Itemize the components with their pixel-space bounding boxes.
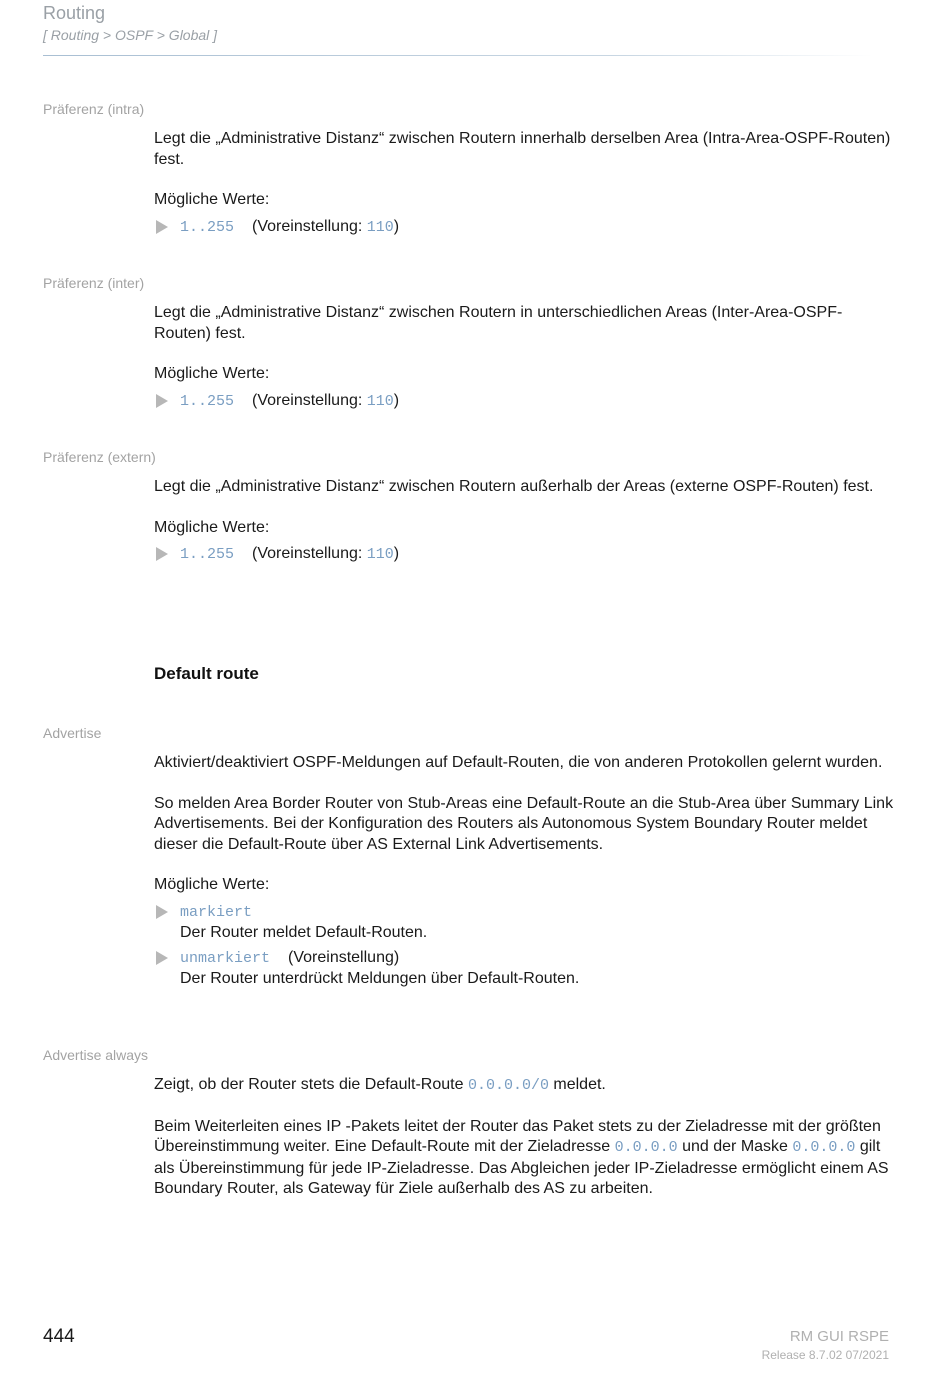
values-heading: Mögliche Werte: xyxy=(154,365,270,382)
values-heading: Mögliche Werte: xyxy=(154,191,270,208)
bullet-triangle-icon xyxy=(156,394,168,408)
param-block-advertise-always xyxy=(154,1075,894,1220)
values-heading: Mögliche Werte: xyxy=(154,876,270,893)
param-description-detail xyxy=(154,1117,894,1200)
text-run: und der Maske xyxy=(677,1138,793,1155)
option-description: Der Router meldet Default-Routen. xyxy=(180,924,428,941)
default-prefix: (Voreinstellung: xyxy=(252,217,367,235)
value-option xyxy=(154,544,894,566)
param-description: Legt die „Administrative Distanz“ zwischen Routern außerhalb der Areas (externe OSPF-Routen) fest. xyxy=(154,478,874,495)
value-range: 1..255 xyxy=(180,392,235,410)
value-range: 1..255 xyxy=(180,546,235,563)
param-description: Aktiviert/deaktiviert OSPF-Meldungen auf Default-Routen, die von anderen Protokollen gelernt wurden. xyxy=(154,754,883,771)
footer-release: Release 8.7.02 07/2021 xyxy=(761,1348,889,1362)
value-option-markiert xyxy=(154,902,894,944)
footer-product: RM GUI RSPE xyxy=(789,1328,889,1345)
default-suffix: ) xyxy=(393,391,400,409)
text-run: Beim Weiterleiten eines IP -Pakets leitet der Router das Paket stets zu der Zieladresse mit der größten Übereinstimmung weiter. Eine Default-Route mit der Zieladresse xyxy=(154,1117,881,1155)
default-prefix: (Voreinstellung: xyxy=(252,391,367,409)
param-block-advertise xyxy=(154,753,894,994)
param-description-detail: So melden Area Border Router von Stub-Areas eine Default-Route an die Stub-Area über Summary Link Advertisements. Bei der Konfiguration des Routers als Autonomous System Boundary Router meldet dieser die Default-Route über AS External Link Advertisements. xyxy=(154,794,894,853)
text-run: gilt als Übereinstimmung für jede IP-Zieladresse. Das Abgleichen jeder IP-Zieladresse ermöglicht einem AS Boundary Router, als Gateway für Ziele außerhalb des AS zu arbeiten. xyxy=(154,1138,889,1197)
param-description xyxy=(154,1075,894,1097)
bullet-triangle-icon xyxy=(156,220,168,234)
header-divider xyxy=(43,55,873,56)
default-prefix: (Voreinstellung: xyxy=(252,545,367,562)
param-description: Legt die „Administrative Distanz“ zwischen Routern in unterschiedlichen Areas (Inter-Area-OSPF-Routen) fest. xyxy=(154,304,843,342)
param-label-pref-extern: Präferenz (extern) xyxy=(43,449,156,465)
param-block-pref-extern xyxy=(154,477,894,570)
value-option xyxy=(154,217,894,239)
breadcrumb: [ Routing > OSPF > Global ] xyxy=(43,27,218,43)
default-value: 110 xyxy=(366,392,394,410)
bullet-triangle-icon xyxy=(156,951,168,965)
bullet-triangle-icon xyxy=(156,905,168,919)
param-block-pref-intra xyxy=(154,129,894,242)
option-note: (Voreinstellung) xyxy=(288,948,400,966)
param-label-advertise-always: Advertise always xyxy=(43,1047,149,1063)
option-description: Der Router unterdrückt Meldungen über Default-Routen. xyxy=(180,970,580,987)
code-mask: 0.0.0.0 xyxy=(792,1139,856,1156)
option-value: unmarkiert xyxy=(180,949,271,967)
page-title: Routing xyxy=(43,3,106,23)
value-range: 1..255 xyxy=(180,218,235,236)
page-number: 444 xyxy=(43,1326,75,1347)
option-value: markiert xyxy=(180,903,253,921)
param-label-pref-intra: Präferenz (intra) xyxy=(43,101,145,117)
param-description: Legt die „Administrative Distanz“ zwischen Routern innerhalb derselben Area (Intra-Area-OSPF-Routen) fest. xyxy=(154,130,891,168)
section-heading-default-route: Default route xyxy=(154,664,259,683)
param-label-pref-inter: Präferenz (inter) xyxy=(43,275,145,291)
code-default-route: 0.0.0.0/0 xyxy=(467,1077,549,1094)
default-value: 110 xyxy=(366,546,394,563)
text-run: Zeigt, ob der Router stets die Default-Route xyxy=(154,1076,468,1093)
code-dest-address: 0.0.0.0 xyxy=(614,1139,678,1156)
value-option-unmarkiert xyxy=(154,948,894,990)
default-suffix: ) xyxy=(393,545,400,562)
param-block-pref-inter xyxy=(154,303,894,416)
value-option xyxy=(154,391,894,413)
default-value: 110 xyxy=(366,218,394,236)
values-heading: Mögliche Werte: xyxy=(154,518,270,536)
param-label-advertise: Advertise xyxy=(43,725,102,741)
default-suffix: ) xyxy=(393,217,400,235)
text-run: meldet. xyxy=(548,1076,606,1093)
bullet-triangle-icon xyxy=(156,547,168,561)
